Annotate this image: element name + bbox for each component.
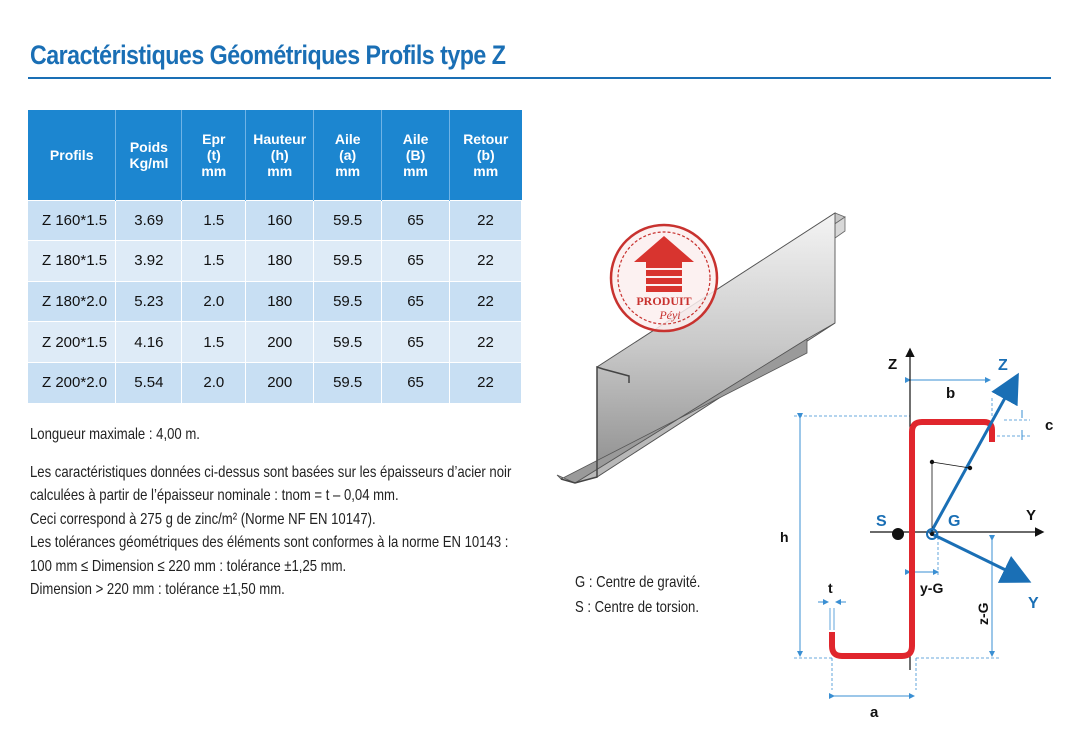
legend-block <box>575 570 700 620</box>
cell-poids: 5.23 <box>116 281 182 322</box>
cell-poids: 5.54 <box>116 362 182 403</box>
cell-epr: 1.5 <box>182 241 246 282</box>
axis-label-y: Y <box>1026 507 1037 524</box>
cell-profil: Z 180*2.0 <box>28 281 116 322</box>
cell-poids: 3.92 <box>116 241 182 282</box>
cell-aile-b: 65 <box>382 241 450 282</box>
cell-aile-b: 65 <box>382 200 450 241</box>
header-profils: Profils <box>28 110 116 200</box>
note-line: Ceci correspond à 275 g de zinc/m² (Norme NF EN 10147). <box>30 510 376 528</box>
note-line: 100 mm ≤ Dimension ≤ 220 mm : tolérance ±1,25 mm. <box>30 557 347 575</box>
cell-epr: 2.0 <box>182 362 246 403</box>
z-section-diagram <box>760 340 1060 730</box>
z-section-outline <box>832 422 992 656</box>
cell-hauteur: 160 <box>246 200 314 241</box>
profiles-table <box>28 110 522 403</box>
table-row <box>28 200 522 241</box>
legend-gravity-center: G : Centre de gravité. <box>575 574 701 591</box>
cell-aile-a: 59.5 <box>314 281 382 322</box>
cell-aile-a: 59.5 <box>314 322 382 363</box>
header-poids: Poids Kg/ml <box>116 110 182 200</box>
note-line: Les tolérances géométriques des éléments sont conformes à la norme EN 10143 : <box>30 534 509 551</box>
axis-label-z-rotated: Z <box>998 357 1008 374</box>
cell-retour: 22 <box>450 200 522 241</box>
cell-epr: 1.5 <box>182 200 246 241</box>
cell-aile-a: 59.5 <box>314 241 382 282</box>
dim-label-b: b <box>946 385 956 402</box>
cell-retour: 22 <box>450 241 522 282</box>
axis-label-y-rotated: Y <box>1028 595 1039 612</box>
cell-aile-b: 65 <box>382 281 450 322</box>
cell-retour: 22 <box>450 362 522 403</box>
cell-aile-a: 59.5 <box>314 200 382 241</box>
notes-block <box>30 423 511 602</box>
point-label-g: G <box>948 513 961 530</box>
cell-poids: 3.69 <box>116 200 182 241</box>
dim-label-t: t <box>828 580 833 596</box>
cell-poids: 4.16 <box>116 322 182 363</box>
dim-label-z-g: z-G <box>975 602 991 625</box>
title-divider <box>28 77 1051 79</box>
table-row <box>28 322 522 363</box>
stamp-text-produit: PRODUIT <box>636 294 692 308</box>
dim-label-y-g: y-G <box>920 580 944 596</box>
cell-profil: Z 200*1.5 <box>28 322 116 363</box>
dim-label-h: h <box>780 529 789 545</box>
cell-hauteur: 200 <box>246 362 314 403</box>
header-epr: Epr (t) mm <box>182 110 246 200</box>
max-length-note: Longueur maximale : 4,00 m. <box>30 426 200 443</box>
stamp-text-peyi: Péyi <box>659 308 681 322</box>
cell-profil: Z 200*2.0 <box>28 362 116 403</box>
cell-profil: Z 180*1.5 <box>28 241 116 282</box>
legend-torsion-center: S : Centre de torsion. <box>575 599 699 616</box>
point-label-s: S <box>876 513 887 530</box>
table-row <box>28 362 522 403</box>
cell-profil: Z 160*1.5 <box>28 200 116 241</box>
note-line: Dimension > 220 mm : tolérance ±1,50 mm. <box>30 581 285 598</box>
cell-retour: 22 <box>450 322 522 363</box>
table-row <box>28 281 522 322</box>
page-title: Caractéristiques Géométriques Profils type Z <box>30 40 506 70</box>
cell-epr: 1.5 <box>182 322 246 363</box>
header-aile-b: Aile (B) mm <box>382 110 450 200</box>
dim-label-a: a <box>870 704 879 721</box>
cell-aile-b: 65 <box>382 322 450 363</box>
note-line: Les caractéristiques données ci-dessus sont basées sur les épaisseurs d’acier noir <box>30 463 512 481</box>
header-retour: Retour (b) mm <box>450 110 522 200</box>
axis-label-z: Z <box>888 356 898 373</box>
cell-aile-a: 59.5 <box>314 362 382 403</box>
dim-label-c: c <box>1045 417 1054 434</box>
table-row <box>28 241 522 282</box>
header-aile-a: Aile (a) mm <box>314 110 382 200</box>
cell-retour: 22 <box>450 281 522 322</box>
torsion-center-point <box>892 528 904 540</box>
produit-peyi-stamp <box>608 222 720 334</box>
header-hauteur: Hauteur (h) mm <box>246 110 314 200</box>
cell-epr: 2.0 <box>182 281 246 322</box>
cell-hauteur: 200 <box>246 322 314 363</box>
cell-hauteur: 180 <box>246 281 314 322</box>
note-line: calculées à partir de l’épaisseur nominale : tnom = t – 0,04 mm. <box>30 487 399 504</box>
table-header-row <box>28 110 522 200</box>
cell-aile-b: 65 <box>382 362 450 403</box>
cell-hauteur: 180 <box>246 241 314 282</box>
